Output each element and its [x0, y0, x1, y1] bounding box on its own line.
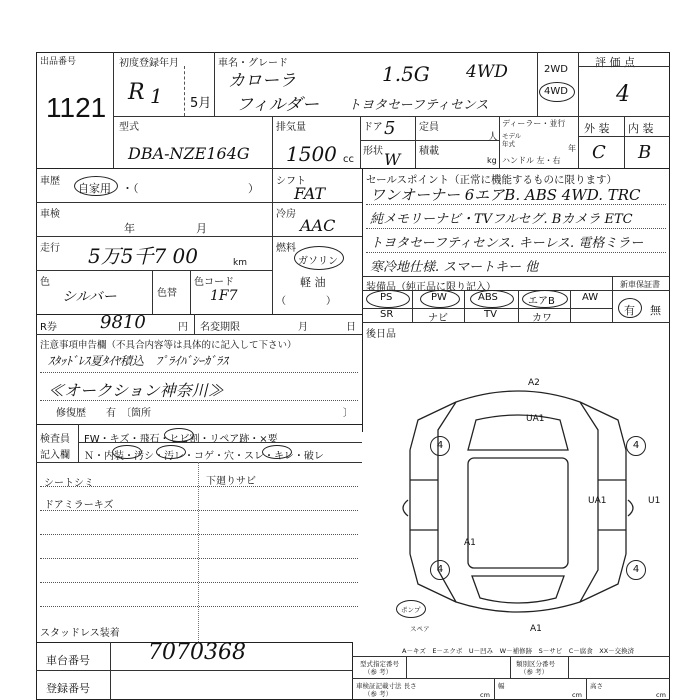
divider: [110, 642, 111, 700]
class-label: 類別区分番号: [516, 660, 555, 668]
model-code: DBA-NZE164G: [128, 144, 250, 163]
ac: AAC: [300, 216, 336, 235]
color-code-label: 色コード: [194, 277, 234, 288]
divider: [272, 116, 273, 168]
left-note: シートシミ: [44, 478, 94, 489]
color-label: 色: [40, 277, 50, 288]
divider: [624, 116, 625, 168]
car-name: カローラ: [228, 71, 296, 91]
name-change-label: 名変期限: [200, 322, 240, 333]
divider: [78, 424, 79, 462]
kg-unit: kg: [487, 156, 497, 165]
divider: [352, 678, 670, 679]
divider: [510, 656, 511, 678]
defect-circle-1: [164, 428, 194, 442]
grade: 1.5G: [382, 62, 430, 86]
pump-label: ポンプ: [401, 606, 421, 614]
score-label: 評 価 点: [595, 56, 635, 69]
cc-unit: cc: [343, 154, 354, 165]
reg-month: 5月: [190, 96, 212, 111]
form-spec-label: 型式指定番号: [360, 660, 399, 668]
divider: [36, 168, 670, 169]
cm-1: cm: [480, 691, 490, 699]
model-label: 型式: [119, 122, 139, 133]
divider: [272, 202, 362, 203]
safety-sense: トヨタセーフティセンス: [348, 98, 489, 113]
divider: [464, 290, 465, 322]
load-label: 積載: [419, 146, 439, 157]
tire-rr: 4: [626, 560, 646, 580]
divider: [366, 228, 666, 229]
divider: [113, 116, 670, 117]
points-line-3: トヨタセーフティセンス. キーレス. 電格ミラー: [370, 236, 644, 251]
history-paren: ・（: [122, 182, 139, 195]
door-label: ドア: [363, 122, 383, 133]
drive-handwritten: 4WD: [466, 62, 508, 82]
equip-tv: TV: [484, 309, 497, 320]
yen-unit: 円: [178, 322, 188, 333]
divider: [36, 314, 362, 315]
seats-label: 定員: [419, 122, 439, 133]
divider: [272, 236, 362, 237]
equip-ps: PS: [380, 292, 393, 303]
ac-label: 冷房: [276, 209, 296, 220]
divider: [570, 290, 571, 322]
displacement: 1500: [286, 142, 337, 166]
divider: [36, 670, 352, 671]
warranty-yes: 有: [624, 304, 635, 317]
fuel-paren: （ ）: [276, 296, 336, 307]
divider: [352, 642, 353, 700]
inspection-label: 車検: [40, 209, 60, 220]
divider: [36, 334, 362, 335]
divider: [184, 66, 185, 116]
diagram-u1: U1: [648, 496, 661, 506]
interior-grade: B: [638, 142, 652, 163]
studless-note: スタッドレス装着: [40, 628, 120, 639]
color: シルバー: [62, 289, 117, 305]
divider: [568, 656, 569, 678]
divider: [40, 534, 358, 535]
points-line-1: ワンオーナー 6エアB. ABS 4WD. TRC: [370, 186, 641, 204]
4wd-label: 4WD: [544, 86, 568, 97]
car-name-2: フィルダー: [236, 95, 319, 115]
width-label: 幅: [498, 682, 505, 690]
km-unit: km: [233, 258, 247, 268]
shift: FAT: [294, 184, 326, 203]
divider: [190, 270, 191, 314]
diagram-a2: A2: [528, 378, 540, 388]
divider: [362, 290, 670, 291]
lot-label: 出品番号: [40, 57, 77, 67]
defect-circle-4: [262, 445, 292, 459]
mileage-label: 走行: [40, 243, 60, 254]
divider: [537, 52, 538, 117]
lot-number: 1121: [46, 92, 107, 123]
ins-year: 年: [124, 222, 135, 235]
2wd-label: 2WD: [544, 64, 568, 75]
divider: [198, 462, 199, 642]
reg-year: 1: [150, 84, 163, 108]
nen-unit: 年: [568, 144, 576, 153]
year-label: 年式: [502, 140, 515, 148]
tax-amount: 9810: [100, 312, 146, 333]
equip-aw: AW: [582, 292, 599, 303]
tax-label: R券: [40, 322, 57, 333]
chassis-number: 7070368: [148, 640, 246, 665]
divider: [494, 678, 495, 700]
divider: [360, 116, 361, 168]
equip-airbag: エアB: [528, 296, 555, 307]
points-line-2: 純メモリーナビ・TVフルセグ. Bカメラ ETC: [370, 212, 633, 227]
ins-month: 月: [196, 222, 207, 235]
fuel-label: 燃料: [276, 243, 296, 254]
notes-label: 注意事項申告欄（不具合内容等は具体的に記入して下さい）: [40, 340, 297, 351]
divider: [40, 510, 358, 511]
divider: [415, 116, 416, 168]
divider: [362, 322, 670, 323]
fuel-light: 軽 油: [300, 276, 326, 289]
divider: [40, 558, 358, 559]
history-close: ）: [248, 182, 259, 195]
color-change-label: 色替: [157, 288, 177, 299]
divider: [152, 270, 153, 314]
inspector-label: 検査員: [40, 434, 70, 445]
name-label: 車名・グレード: [218, 58, 288, 69]
shape: W: [384, 150, 401, 169]
repair-label: 修復歴 有 〔箇所: [56, 408, 151, 419]
divider: [78, 442, 362, 443]
divider: [518, 290, 519, 322]
warranty-no: 無: [650, 304, 661, 317]
dealer-label: ディーラー・並行: [502, 119, 566, 128]
divider: [362, 276, 670, 277]
shift-label: シフト: [276, 176, 306, 187]
defect-circle-3: [156, 445, 186, 459]
tire-fl: 4: [430, 436, 450, 456]
right-note: 下廻りサビ: [206, 476, 256, 487]
points-line-4: 寒冷地仕様. スマートキー 他: [370, 260, 539, 275]
cm-3: cm: [656, 691, 666, 699]
equip-abs: ABS: [478, 292, 498, 303]
model-year-label: モデル: [502, 132, 522, 140]
equip-leather: カワ: [532, 313, 552, 324]
length-ref: （参 考）: [364, 690, 393, 698]
warranty-label: 新車保証書: [620, 280, 660, 289]
left-note-2: ドアミラーキズ: [44, 500, 114, 511]
mileage: 5万5千7 00: [88, 244, 198, 268]
divider: [362, 168, 363, 432]
divider: [499, 116, 500, 168]
reg-label: 初度登録年月: [119, 58, 179, 69]
diagram-a1-bottom: A1: [530, 624, 542, 634]
divider: [40, 486, 358, 487]
tire-fr: 4: [626, 436, 646, 456]
form-spec-ref: （参 考）: [364, 668, 393, 676]
divider: [40, 582, 358, 583]
divider: [36, 236, 272, 237]
equip-label: 装備品（純正品に限り記入）: [366, 282, 496, 293]
repair-close: 〕: [343, 408, 353, 419]
cm-2: cm: [572, 691, 582, 699]
exterior-label: 外 装: [584, 122, 610, 135]
divider: [40, 400, 358, 401]
equip-sr: SR: [380, 309, 394, 320]
divider: [412, 290, 413, 322]
history-value: 自家用: [78, 182, 111, 195]
divider: [36, 462, 362, 463]
person-unit: 人: [488, 132, 498, 143]
divider: [578, 66, 670, 67]
reg-era: R: [128, 80, 145, 105]
shape-label: 形状: [363, 146, 383, 157]
tire-rl: 4: [430, 560, 450, 580]
points-label: セールスポイント（正常に機能するものに限ります）: [366, 174, 618, 186]
length-label: 車検証記載寸法 長さ: [356, 682, 417, 690]
divider: [578, 52, 579, 168]
divider: [214, 52, 215, 117]
divider: [40, 606, 358, 607]
notes-line-1: ｽﾀｯﾄﾞﾚｽ夏ﾀｲﾔ積込 ﾌﾟﾗｲﾊﾞｼｰｶﾞﾗｽ: [48, 354, 229, 368]
divider: [360, 140, 499, 141]
legend: A－キズ E－エクボ U－凹み W－補修跡 S－サビ C－腐食 XX－交換済: [402, 647, 635, 655]
divider: [352, 656, 670, 657]
reg-no-label: 登録番号: [46, 682, 90, 695]
exterior-grade: C: [592, 142, 606, 163]
divider: [194, 314, 195, 334]
divider: [406, 656, 407, 678]
diagram-a1-left: A1: [464, 538, 476, 548]
divider: [113, 52, 114, 168]
notes-line-2: ≪オークション神奈川≫: [48, 381, 224, 400]
interior-label: 内 装: [628, 122, 654, 135]
history-label: 車歴: [40, 176, 60, 187]
car-damage-diagram: [368, 340, 668, 640]
divider: [272, 168, 273, 314]
divider: [36, 270, 272, 271]
nc-month: 月: [298, 322, 308, 333]
class-ref: （参 考）: [520, 668, 549, 676]
height-label: 高さ: [590, 682, 603, 690]
score-value: 4: [616, 82, 630, 107]
post-delivery-label: 後日品: [366, 329, 396, 340]
defects-row-1: FW・キズ・飛石・ヒビ割・リペア跡・×要: [84, 434, 278, 445]
diagram-ua1-side: UA1: [588, 496, 607, 506]
entry-label: 記入欄: [40, 450, 70, 461]
doors: 5: [384, 118, 396, 139]
disp-label: 排気量: [276, 122, 306, 133]
nc-day: 日: [346, 322, 356, 333]
divider: [36, 202, 272, 203]
divider: [40, 372, 358, 373]
chassis-label: 車台番号: [46, 654, 90, 667]
diagram-ua1-top: UA1: [526, 414, 545, 424]
divider: [586, 678, 587, 700]
equip-pw: PW: [431, 292, 447, 303]
fuel-value: ガソリン: [298, 256, 338, 267]
defect-circle-2: [112, 445, 142, 459]
handle-label: ハンドル 左・右: [502, 156, 561, 165]
color-code: 1F7: [210, 288, 238, 304]
divider: [366, 204, 666, 205]
spare-label: スペア: [410, 625, 430, 633]
divider: [366, 252, 666, 253]
defects-row-2: Ｎ・内装・汚シ・汚レ・コゲ・穴・スレ・キレ・破レ: [84, 451, 324, 462]
divider: [36, 424, 362, 425]
divider: [612, 276, 613, 322]
equip-navi: ナビ: [428, 313, 448, 324]
